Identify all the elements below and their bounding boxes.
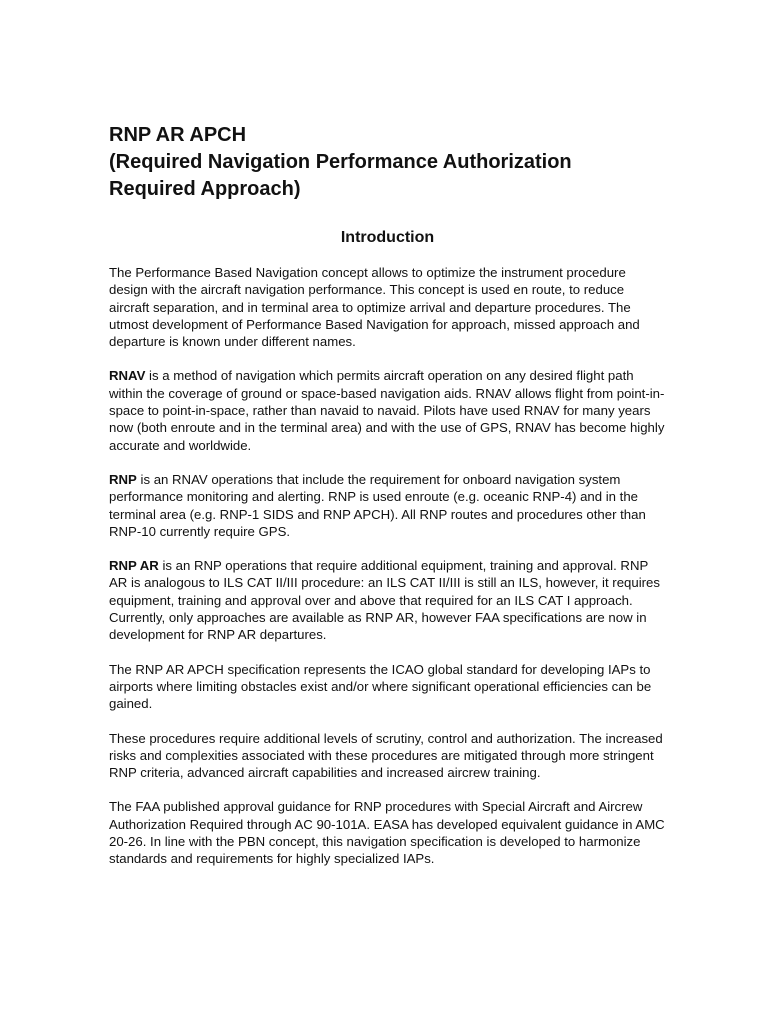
paragraph-rnp-ar: RNP AR is an RNP operations that require additional equipment, training and approval. RNP AR is analogous to ILS CAT II/III procedure: an ILS CAT II/III is still an ILS, however, it requires equipment, training and approval over and above that required for an ILS CAT I approach. Currently, only approaches are available as RNP AR, however FAA specifications are now in development for RNP AR departures.	[109, 558, 660, 643]
paragraph-procedures: These procedures require additional levels of scrutiny, control and authorization. The increased risks and complexities associated with these procedures are mitigated through more stringent RNP criteria, advanced aircraft capabilities and increased aircrew training.	[109, 730, 663, 781]
term-rnp-ar: RNP AR	[109, 558, 159, 574]
title-line-3: Required Approach)	[109, 178, 301, 200]
paragraph-specification: The RNP AR APCH specification represents the ICAO global standard for developing IAPs to airports where limiting obstacles exist and/or where significant operational efficiencies can be gained.	[109, 661, 652, 712]
term-rnav: RNAV	[109, 368, 146, 384]
section-heading: Introduction	[340, 229, 435, 246]
paragraph-intro: The Performance Based Navigation concept allows to optimize the instrument procedure design with the aircraft navigation performance. This concept is used en route, to reduce aircraft separation, and in terminal area to optimize arrival and departure procedures. The utmost development of Performance Based Navigation for approach, missed approach and departure is known under different names.	[109, 265, 640, 350]
term-rnp: RNP	[109, 471, 137, 487]
paragraph-rnp: RNP is an RNAV operations that include the requirement for onboard navigation system performance monitoring and alerting. RNP is used enroute (e.g. oceanic RNP-4) and in the terminal area (e.g. RNP-1 SIDS and RNP APCH). All RNP routes and procedures other than RNP-10 currently require GPS.	[109, 471, 646, 539]
paragraph-faa-guidance: The FAA published approval guidance for RNP procedures with Special Aircraft and Aircrew Authorization Required through AC 90-101A. EASA has developed equivalent guidance in AMC 20-26. In line with the PBN concept, this navigation specification is developed to harmonize standards and requirements for highly specialized IAPs.	[109, 799, 665, 867]
document-title	[109, 122, 666, 203]
title-line-1: RNP AR APCH	[109, 124, 247, 146]
paragraph-rnav: RNAV is a method of navigation which permits aircraft operation on any desired flight path within the coverage of ground or space-based navigation aids. RNAV allows flight from point-in-space to point-in-space, rather than navaid to navaid. Pilots have used RNAV for many years now (both enroute and in the terminal area) and with the use of GPS, RNAV has become highly accurate and worldwide.	[109, 368, 665, 453]
title-line-2: (Required Navigation Performance Authorization	[109, 151, 572, 173]
